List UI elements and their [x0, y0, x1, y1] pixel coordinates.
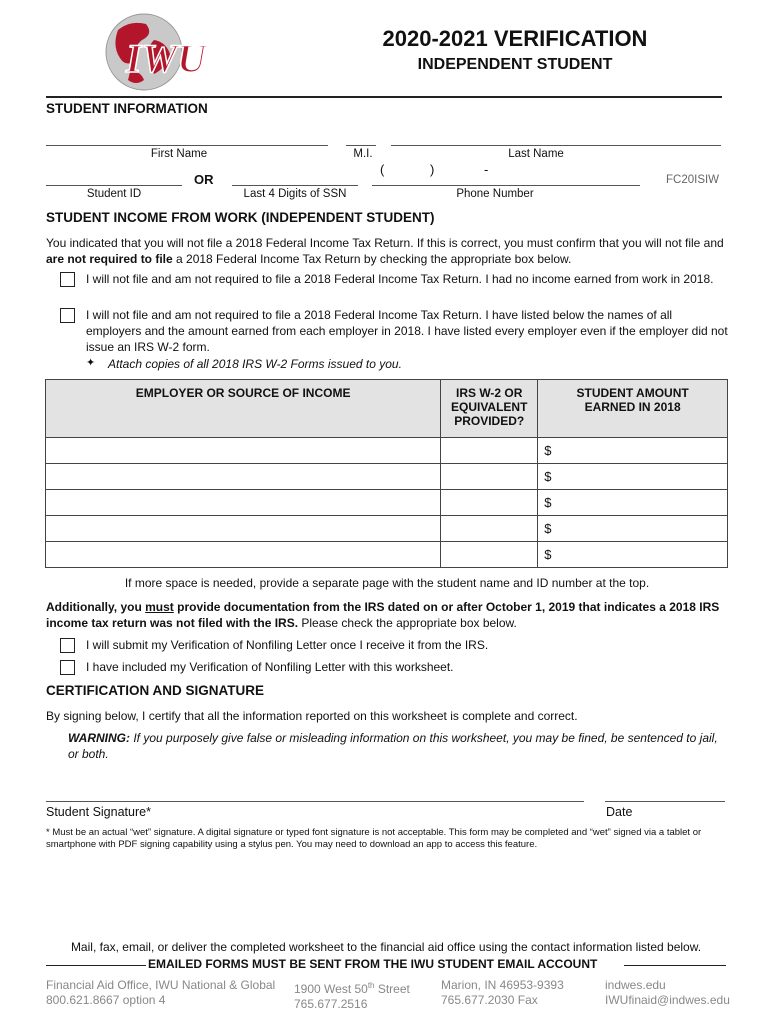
w2-cell[interactable]: [441, 542, 538, 568]
certification-text: By signing below, I certify that all the information reported on this worksheet is complete and correct.: [46, 709, 578, 723]
will-submit-letter-checkbox[interactable]: [60, 638, 75, 653]
phone-paren-open: (: [380, 162, 385, 177]
email-account-note: EMAILED FORMS MUST BE SENT FROM THE IWU STUDENT EMAIL ACCOUNT: [148, 957, 598, 971]
table-row: [46, 490, 728, 516]
w2-col-header: IRS W-2 OR EQUIVALENT PROVIDED?: [441, 380, 538, 438]
amount-cell[interactable]: $: [538, 490, 728, 516]
phone-paren-close: ): [430, 162, 435, 177]
employer-cell[interactable]: [46, 464, 441, 490]
last-name-field[interactable]: [391, 145, 721, 146]
table-row: [46, 516, 728, 542]
footer-city: Marion, IN 46953-9393 765.677.2030 Fax: [441, 978, 564, 1007]
submission-instruction: Mail, fax, email, or deliver the completed worksheet to the financial aid office using the contact information listed below.: [70, 940, 702, 954]
mi-label: M.I.: [353, 148, 373, 160]
attach-bullet-icon: ✦: [86, 357, 96, 369]
first-name-label: First Name: [150, 148, 208, 160]
form-code: FC20ISIW: [666, 174, 720, 186]
header-divider: [46, 96, 722, 98]
included-letter-label: I have included my Verification of Nonfiling Letter with this worksheet.: [86, 660, 454, 674]
included-letter-checkbox[interactable]: [60, 660, 75, 675]
phone-dash: -: [484, 162, 489, 177]
employer-cell[interactable]: [46, 490, 441, 516]
phone-label: Phone Number: [456, 188, 534, 200]
w2-cell[interactable]: [441, 438, 538, 464]
signature-field[interactable]: [46, 801, 584, 802]
listed-employers-option-label: I will not file and am not required to file a 2018 Federal Income Tax Return. I have listed below the names of all employers and the amount earned from each employer in 2018. I have listed every employer even if the employer did not issue an IRS W-2 form.: [86, 308, 728, 354]
mi-field[interactable]: [346, 145, 376, 146]
amount-cell[interactable]: $: [538, 438, 728, 464]
certification-heading: CERTIFICATION AND SIGNATURE: [46, 683, 264, 698]
iwu-logo: [96, 10, 274, 92]
amount-cell[interactable]: $: [538, 516, 728, 542]
phone-field[interactable]: [372, 185, 640, 186]
will-submit-letter-label: I will submit my Verification of Nonfiling Letter once I receive it from the IRS.: [86, 638, 489, 652]
income-intro: You indicated that you will not file a 2018 Federal Income Tax Return. If this is correct, you must confirm that you will not file and are not required to file a 2018 Federal Income Tax Return by checking the appropriate box below.: [46, 236, 724, 266]
w2-cell[interactable]: [441, 464, 538, 490]
student-id-label: Student ID: [86, 188, 142, 200]
last-name-label: Last Name: [508, 148, 564, 160]
attach-w2-note: Attach copies of all 2018 IRS W-2 Forms issued to you.: [108, 357, 402, 371]
footer-web: [605, 978, 730, 1008]
date-field[interactable]: [605, 801, 725, 802]
student-id-field[interactable]: [46, 185, 182, 186]
footer-address: 1900 West 50th Street 765.677.2516: [294, 981, 410, 1011]
no-income-checkbox[interactable]: [60, 272, 75, 287]
employer-cell[interactable]: [46, 438, 441, 464]
footer-rule-right: [624, 965, 726, 966]
table-row: [46, 542, 728, 568]
ssn-field[interactable]: [232, 185, 358, 186]
form-subtitle: INDEPENDENT STUDENT: [417, 56, 613, 73]
employer-cell[interactable]: [46, 516, 441, 542]
student-info-heading: STUDENT INFORMATION: [46, 101, 208, 116]
footer-office: Financial Aid Office, IWU National & Global 800.621.8667 option 4: [46, 978, 276, 1007]
ssn-label: Last 4 Digits of SSN: [243, 188, 347, 200]
footer-rule-left: [46, 965, 146, 966]
employer-cell[interactable]: [46, 542, 441, 568]
form-title: 2020-2021 VERIFICATION: [382, 26, 648, 51]
more-space-note: If more space is needed, provide a separate page with the student name and ID number at the top.: [124, 576, 650, 590]
signature-footnote: * Must be an actual “wet” signature. A digital signature or typed font signature is not acceptable. This form may be completed and “wet” signed via a tablet or smartphone with PDF signing capability using a stylus pen. You may need to download an app to access this feature.: [46, 827, 702, 850]
website-link[interactable]: indwes.edu: [605, 978, 666, 992]
signature-label: Student Signature*: [46, 805, 151, 819]
amount-cell[interactable]: $: [538, 464, 728, 490]
listed-employers-checkbox[interactable]: [60, 308, 75, 323]
w2-cell[interactable]: [441, 490, 538, 516]
table-row: [46, 438, 728, 464]
income-heading: STUDENT INCOME FROM WORK (INDEPENDENT STUDENT): [46, 210, 435, 225]
amount-col-header: STUDENT AMOUNT EARNED IN 2018: [538, 380, 728, 438]
email-link[interactable]: IWUfinaid@indwes.edu: [605, 993, 730, 1007]
no-income-option-label: I will not file and am not required to file a 2018 Federal Income Tax Return. I had no income earned from work in 2018.: [86, 272, 714, 286]
amount-cell[interactable]: $: [538, 542, 728, 568]
or-label: OR: [194, 172, 214, 187]
first-name-field[interactable]: [46, 145, 328, 146]
w2-cell[interactable]: [441, 516, 538, 542]
date-label: Date: [606, 805, 633, 819]
warning-text: WARNING: If you purposely give false or misleading information on this worksheet, you may be fined, be sentenced to jail, or both.: [68, 731, 718, 761]
irs-doc-paragraph: Additionally, you must provide documentation from the IRS dated on or after October 1, 2019 that indicates a 2018 IRS income tax return was not filed with the IRS. Please check the appropriate box below.: [46, 600, 720, 630]
employer-col-header: EMPLOYER OR SOURCE OF INCOME: [46, 380, 441, 438]
svg-text:IWU: IWU: [126, 36, 207, 81]
employer-table: [45, 379, 728, 568]
table-row: [46, 464, 728, 490]
